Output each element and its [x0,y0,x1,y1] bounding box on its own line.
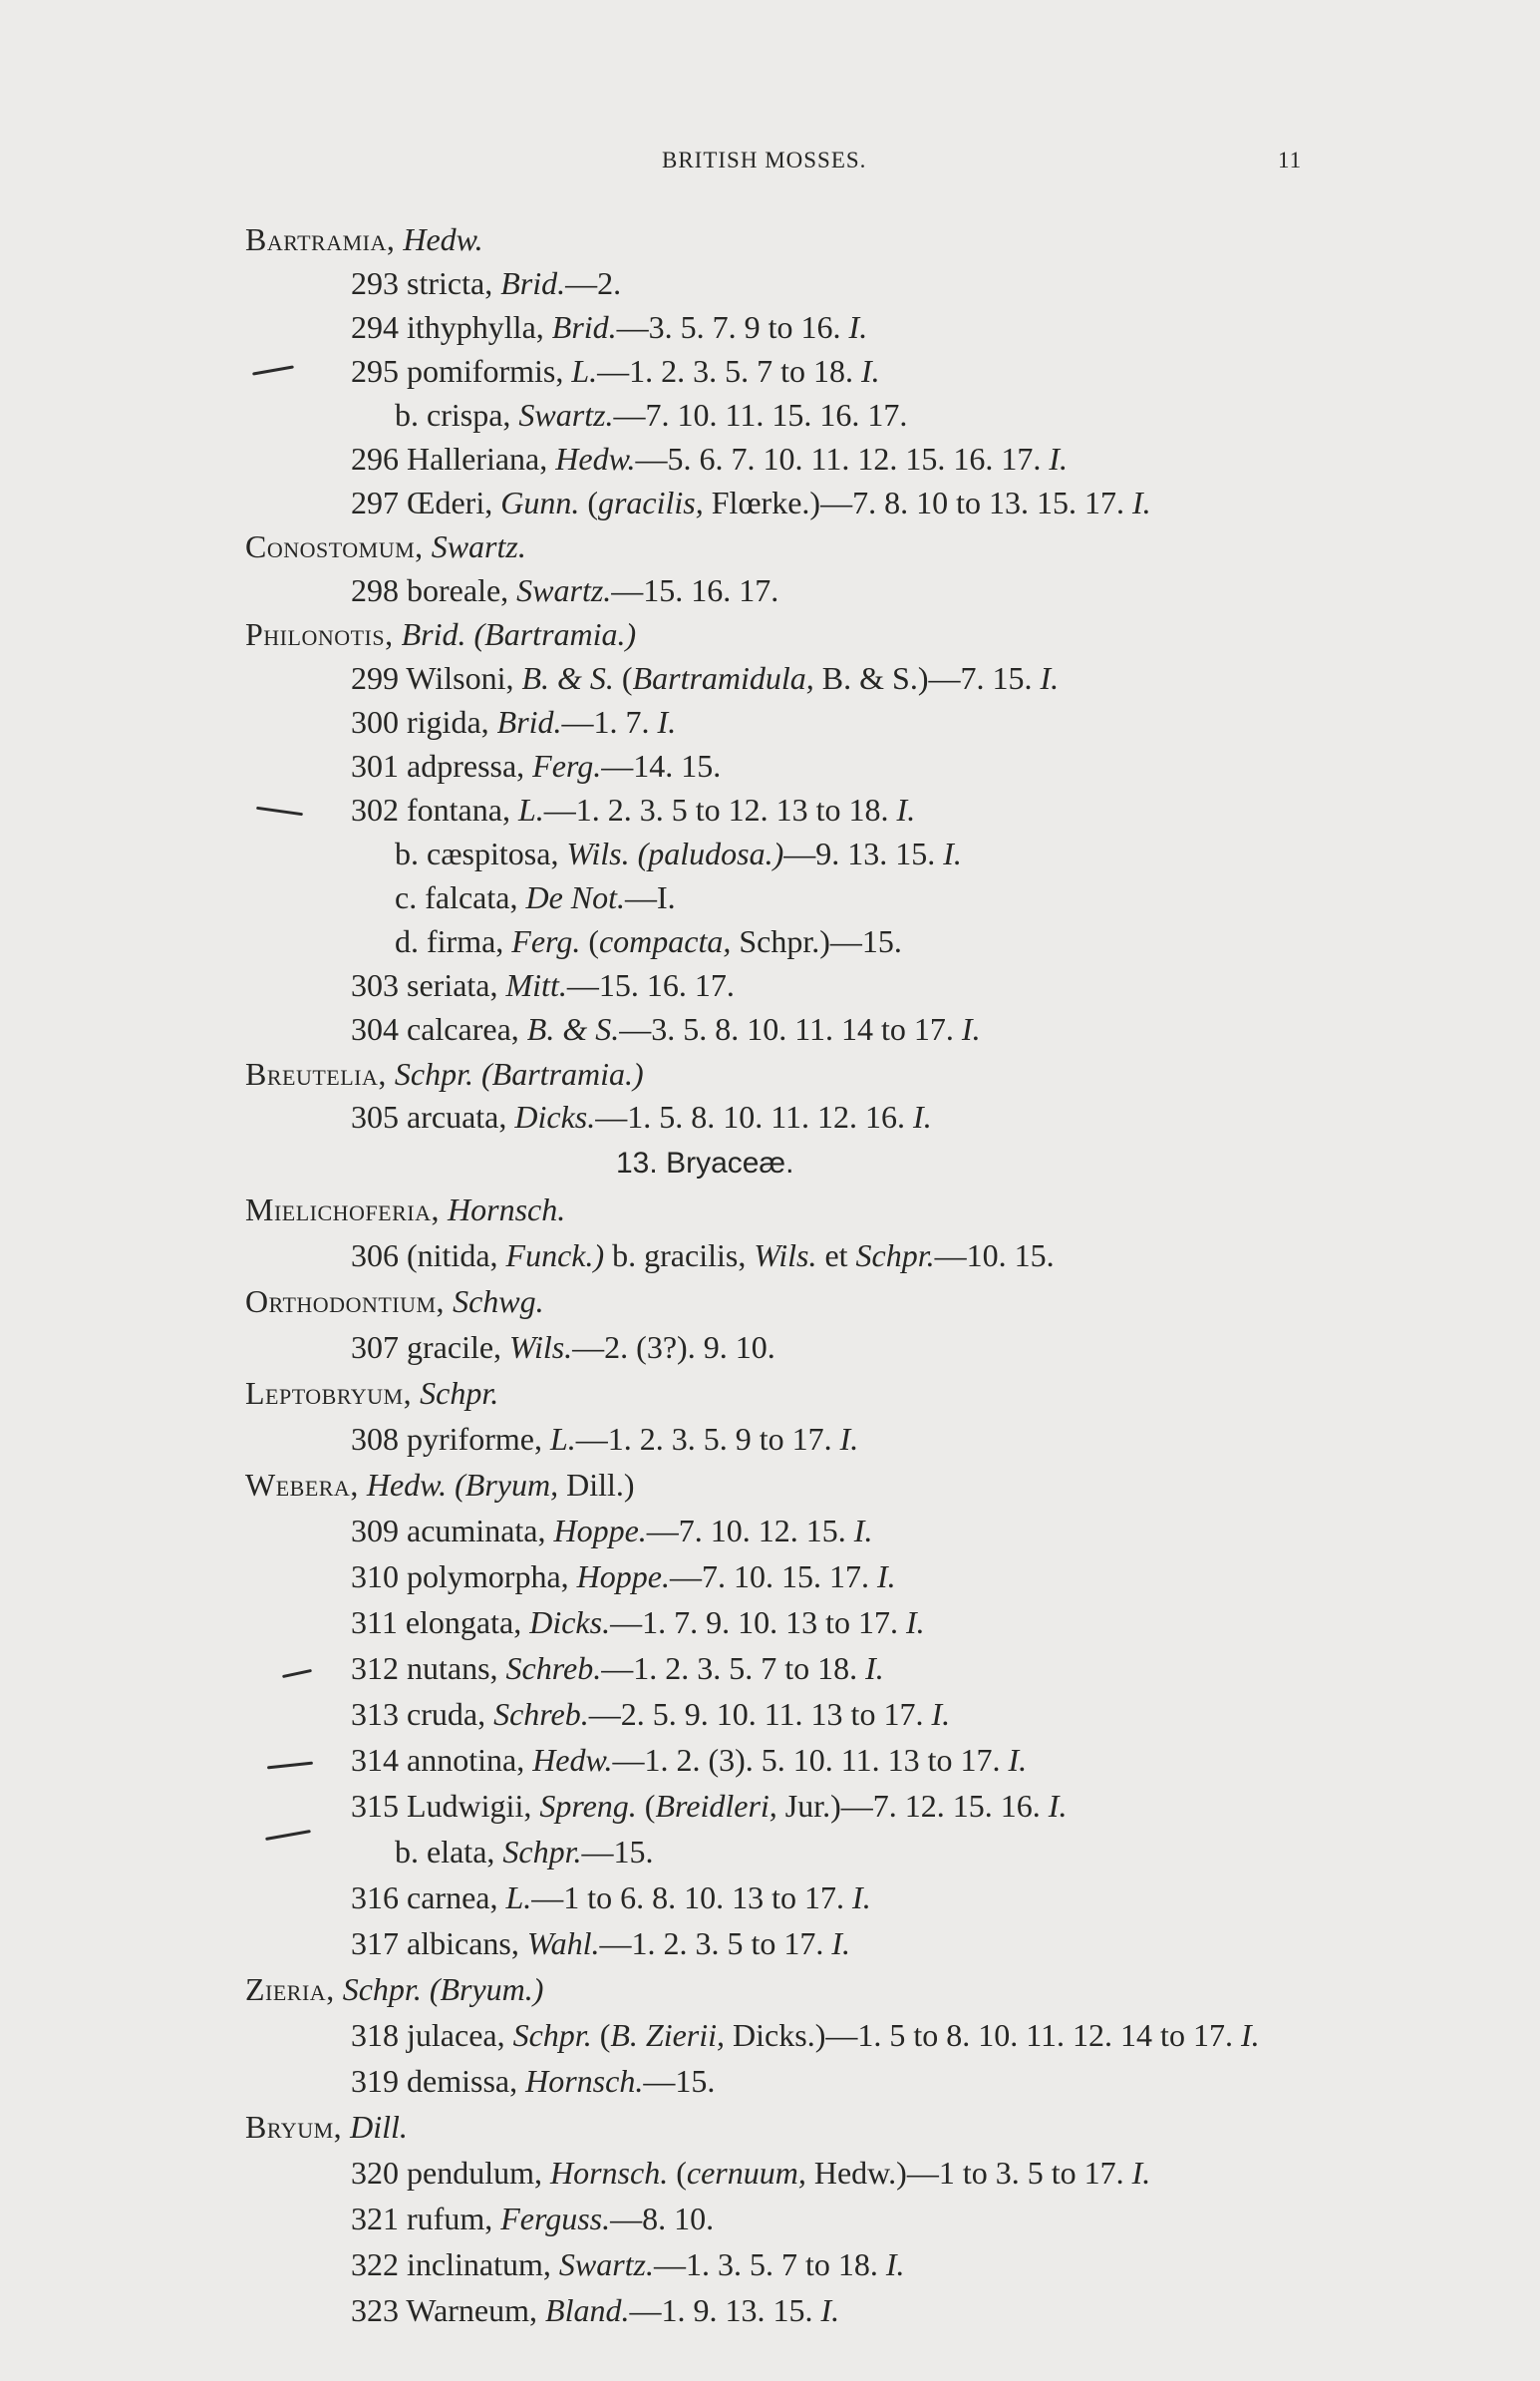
authority: Brid. [500,265,566,301]
distribution: —9. 13. 15. [783,836,936,871]
variety-name: c. falcata, [395,879,518,915]
authority: Ferg. [511,923,581,959]
distribution: —2. [565,265,622,301]
species-name: pyriforme, [407,1421,542,1457]
paren-open: ( [621,660,633,696]
authority: De Not. [525,879,625,915]
ireland-mark: I. [852,1879,871,1915]
entry-number: 304 [351,1011,399,1047]
species-name: acuminata, [407,1513,546,1548]
species-entry [351,2061,715,2101]
variety-entry [395,921,902,961]
species-entry [351,439,1068,479]
species-entry [351,746,721,786]
synonym: cernuum, [686,2155,806,2191]
genus-synonym: (Bartramia.) [473,616,637,652]
entry-number: 303 [351,967,399,1003]
species-name: pomiformis, [407,353,564,389]
conjunction: et [824,1237,848,1273]
authority: Brid. [496,704,562,740]
entry-number: 320 [351,2155,399,2191]
margin-dash-mark [256,807,303,817]
species-name: rigida, [407,704,489,740]
ireland-mark: I. [885,2246,905,2282]
genus-heading [245,1373,498,1413]
authority: Mitt. [505,967,567,1003]
species-entry [351,263,621,303]
genus-synonym: (Bryum.) [429,1971,544,2007]
ireland-mark: I. [1131,2155,1151,2191]
entry-number: 314 [351,1742,399,1778]
species-entry [351,2290,839,2330]
ireland-mark: I. [896,792,916,828]
distribution: —3. 5. 7. 9 to 16. [616,309,841,345]
species-name: annotina, [407,1742,525,1778]
synonym-authority: Dicks.) [733,2017,826,2053]
variety-entry [395,1832,654,1871]
authority: Wahl. [526,1925,600,1961]
distribution: —1. 7. 9. 10. 13 to 17. [610,1604,898,1640]
species-entry [351,1327,775,1367]
section-heading [616,1144,793,1184]
synonym: Bartramidula, [632,660,814,696]
species-entry [351,351,880,391]
genus-name: Orthodontium, [245,1283,446,1319]
species-name: albicans, [407,1925,519,1961]
margin-dash-mark [265,1830,311,1841]
entry-number: 322 [351,2246,399,2282]
ireland-mark: I. [861,353,880,389]
genus-authority: Schpr. [420,1375,499,1411]
species-entry [351,658,1059,698]
authority: Schpr. [502,1834,582,1870]
synonym-authority: Jur.) [784,1788,841,1824]
genus-heading [245,1281,544,1321]
genus-authority: Hedw. [366,1467,448,1503]
distribution: —1. 2. (3). 5. 10. 11. 13 to 17. [612,1742,1001,1778]
entry-number: 311 [351,1604,398,1640]
authority: Hedw. [555,441,636,477]
authority: Schreb. [505,1650,602,1686]
ireland-mark: I. [820,2292,840,2328]
authority: Swartz. [558,2246,654,2282]
species-entry [351,1511,872,1550]
entry-number: 315 [351,1788,399,1824]
entry-number: 295 [351,353,399,389]
entry-number: 302 [351,792,399,828]
distribution: —I. [625,879,676,915]
variety-name: b. elata, [395,1834,495,1870]
authority: Dicks. [514,1099,596,1135]
species-name: boreale, [407,572,509,608]
paren-open: ( [599,2017,611,2053]
distribution: —1. 2. 3. 5. 9 to 17. [575,1421,832,1457]
species-entry [351,2153,1150,2193]
distribution: —1. 2. 3. 5. 7 to 18. [597,353,854,389]
entry-number: 297 [351,485,399,520]
entry-number: 294 [351,309,399,345]
genus-name: Zieria, [245,1971,335,2007]
synonym-authority: Schpr.) [739,923,830,959]
synonym: B. Zierii, [610,2017,726,2053]
genus-authority: Schpr. [394,1056,473,1092]
entry-number: 293 [351,265,399,301]
species-entry [351,1556,896,1596]
authority: B. & S. [526,1011,620,1047]
authority: Wils. [509,1329,573,1365]
ireland-mark: I. [848,309,868,345]
synonym-authority: B. & S.) [821,660,929,696]
genus-name: Breutelia, [245,1056,387,1092]
species-name: Wilsoni, [406,660,514,696]
species-name: elongata, [405,1604,522,1640]
ireland-mark: I. [905,1604,925,1640]
distribution: —5. 6. 7. 10. 11. 12. 15. 16. 17. [635,441,1042,477]
entry-number: 321 [351,2201,399,2236]
genus-name: Mielichoferia, [245,1191,440,1227]
synonym: (paludosa.) [637,836,784,871]
distribution: —2. 5. 9. 10. 11. 13 to 17. [588,1696,924,1732]
genus-heading [245,1190,565,1229]
species-name: inclinatum, [407,2246,551,2282]
distribution: —7. 10. 11. 15. 16. 17. [613,397,908,433]
species-entry [351,2199,714,2238]
ireland-mark: I. [865,1650,884,1686]
entry-number: 299 [351,660,399,696]
entry-number: 298 [351,572,399,608]
variety-name: d. firma, [395,923,504,959]
running-head: BRITISH MOSSES. [662,148,867,172]
authority: L. [517,792,544,828]
genus-synonym: (Bryum, [455,1467,559,1503]
genus-name: Bartramia, [245,221,396,257]
authority: Wils. [754,1237,817,1273]
paren-open: ( [588,923,599,959]
distribution: —14. 15. [601,748,722,784]
authority: Swartz. [516,572,612,608]
genus-heading [245,1054,644,1094]
genus-authority: Brid. [401,616,466,652]
entry-number: 305 [351,1099,399,1135]
species-name: polymorpha, [407,1558,569,1594]
species-entry [351,1923,850,1963]
species-name: rufum, [407,2201,493,2236]
species-entry [351,1419,858,1459]
entry-number: 309 [351,1513,399,1548]
authority: L. [505,1879,532,1915]
species-name: (nitida, [407,1237,498,1273]
species-entry [351,965,735,1005]
species-entry [351,1097,932,1137]
authority: Schreb. [493,1696,589,1732]
entry-number: 316 [351,1879,399,1915]
distribution: —2. (3?). 9. 10. [572,1329,775,1365]
species-entry-302 [351,790,915,830]
species-name: nutans, [407,1650,498,1686]
authority: Funck.) [505,1237,605,1273]
species-name: arcuata, [407,1099,507,1135]
distribution: —7. 8. 10 to 13. 15. 17. [820,485,1124,520]
genus-authority: Hedw. [403,221,483,257]
ireland-mark: I. [961,1011,981,1047]
species-name: carnea, [407,1879,498,1915]
species-entry [351,1877,871,1917]
variety-entry [395,877,676,917]
paren-open: ( [676,2155,687,2191]
distribution: —7. 15. [928,660,1033,696]
species-name: Halleriana, [407,441,548,477]
ireland-mark: I. [876,1558,896,1594]
ireland-mark: I. [1049,441,1068,477]
distribution: —15. 16. 17. [611,572,779,608]
authority: Gunn. [500,485,580,520]
entry-number: 310 [351,1558,399,1594]
species-name: seriata, [407,967,498,1003]
distribution: —7. 10. 15. 17. [669,1558,869,1594]
species-name: pendulum, [407,2155,542,2191]
synonym-authority: Flœrke.) [711,485,821,520]
variety-name: b. gracilis, [612,1237,747,1273]
species-name: ithyphylla, [407,309,544,345]
genus-name: Bryum, [245,2109,343,2145]
ireland-mark: I. [853,1513,873,1548]
synonym: Breidleri, [655,1788,777,1824]
genus-heading [245,1465,635,1505]
distribution: —1. 5. 8. 10. 11. 12. 16. [595,1099,906,1135]
authority: Swartz. [518,397,614,433]
distribution: —15. [643,2063,716,2099]
ireland-mark: I. [1048,1788,1068,1824]
margin-dash-mark [252,365,294,375]
genus-heading [245,219,483,259]
ireland-mark: I. [1131,485,1151,520]
authority: Wils. [566,836,630,871]
authority: Hornsch. [525,2063,644,2099]
synonym: compacta, [598,923,732,959]
authority: Hoppe. [553,1513,647,1548]
species-entry [351,1694,950,1734]
ireland-mark: I. [839,1421,859,1457]
species-name: adpressa, [407,748,525,784]
species-entry [351,1235,1055,1275]
distribution: —1 to 6. 8. 10. 13 to 17. [531,1879,845,1915]
distribution: —15. 16. 17. [566,967,735,1003]
entry-number: 307 [351,1329,399,1365]
species-name: Ludwigii, [407,1788,532,1824]
entry-number: 319 [351,2063,399,2099]
distribution: —8. 10. [610,2201,715,2236]
variety-name: b. crispa, [395,397,511,433]
ireland-mark: I. [931,1696,951,1732]
authority: Ferguss. [500,2201,611,2236]
species-entry [351,2244,905,2284]
species-entry [351,702,676,742]
ireland-mark: I. [1008,1742,1028,1778]
ireland-mark: I. [1240,2017,1260,2053]
distribution: —7. 12. 15. 16. [840,1788,1041,1824]
species-name: julacea, [407,2017,505,2053]
variety-name: b. cæspitosa, [395,836,559,871]
distribution: —1. 9. 13. 15. [629,2292,813,2328]
authority: B. & S. [521,660,614,696]
authority: Dicks. [529,1604,611,1640]
genus-name: Philonotis, [245,616,394,652]
page-number: 11 [1278,148,1303,172]
genus-synonym: (Bartramia.) [480,1056,644,1092]
distribution: —15. [829,923,902,959]
authority: Schpr. [855,1237,935,1273]
species-name: stricta, [407,265,493,301]
distribution: —1. 2. 3. 5. 7 to 18. [601,1650,858,1686]
entry-number: 306 [351,1237,399,1273]
entry-number: 301 [351,748,399,784]
species-entry [351,570,778,610]
genus-heading [245,614,636,654]
distribution: —1. 3. 5. 7 to 18. [654,2246,878,2282]
margin-dash-mark [282,1669,312,1678]
authority: Ferg. [532,748,602,784]
genus-authority: Hornsch. [448,1191,566,1227]
paren-open: ( [644,1788,656,1824]
distribution: —7. 10. 12. 15. [646,1513,846,1548]
genus-name: Leptobryum, [245,1375,413,1411]
distribution: —1 to 3. 5 to 17. [906,2155,1124,2191]
species-entry [351,307,867,347]
authority: Bland. [545,2292,630,2328]
species-entry [351,1602,925,1642]
species-entry [351,1740,1027,1780]
distribution: —3. 5. 8. 10. 11. 14 to 17. [619,1011,954,1047]
species-entry [351,1009,981,1049]
species-entry [351,1648,884,1688]
species-name: Warneum, [406,2292,538,2328]
species-entry [351,1786,1067,1826]
distribution: —15. [581,1834,654,1870]
entry-number: 312 [351,1650,399,1686]
species-name: gracile, [407,1329,502,1365]
entry-number: 300 [351,704,399,740]
genus-authority: Swartz. [431,528,526,564]
ireland-mark: I. [657,704,677,740]
distribution: —1. 2. 3. 5 to 12. 13 to 18. [543,792,889,828]
authority: L. [571,353,598,389]
distribution: —1. 2. 3. 5 to 17. [599,1925,824,1961]
entry-number: 323 [351,2292,399,2328]
distribution: —10. 15. [934,1237,1055,1273]
variety-entry [395,834,962,873]
genus-authority: Dill. [350,2109,408,2145]
distribution: —1. 7. [561,704,650,740]
authority: Hoppe. [576,1558,670,1594]
variety-entry [395,395,907,435]
authority: L. [549,1421,576,1457]
species-name: demissa, [407,2063,518,2099]
paren-open: ( [587,485,598,520]
entry-number: 313 [351,1696,399,1732]
section-title: Bryaceæ. [666,1147,794,1180]
ireland-mark: I. [913,1099,932,1135]
synonym: gracilis, [597,485,704,520]
authority: Schpr. [512,2017,592,2053]
authority: Hedw. [532,1742,613,1778]
distribution: —1. 5 to 8. 10. 11. 12. 14 to 17. [825,2017,1233,2053]
genus-authority: Schpr. [342,1971,422,2007]
genus-heading [245,526,526,566]
species-name: cruda, [407,1696,486,1732]
synonym-authority: Hedw.) [813,2155,907,2191]
entry-number: 296 [351,441,399,477]
genus-name: Conostomum, [245,528,424,564]
entry-number: 317 [351,1925,399,1961]
species-entry [351,483,1151,522]
genus-heading [245,2107,408,2147]
ireland-mark: I. [1040,660,1060,696]
authority: Brid. [551,309,617,345]
species-name: calcarea, [407,1011,519,1047]
entry-number: 318 [351,2017,399,2053]
genus-synonym-authority: Dill.) [566,1467,635,1503]
species-name: Œderi, [407,485,493,520]
authority: Hornsch. [549,2155,669,2191]
genus-heading [245,1969,543,2009]
entry-number: 308 [351,1421,399,1457]
genus-authority: Schwg. [453,1283,544,1319]
authority: Spreng. [539,1788,637,1824]
margin-dash-mark [267,1762,313,1770]
species-entry [351,2015,1260,2055]
ireland-mark: I. [831,1925,850,1961]
ireland-mark: I. [943,836,962,871]
species-name: fontana, [407,792,510,828]
genus-name: Webera, [245,1467,359,1503]
section-number: 13. [616,1147,658,1180]
